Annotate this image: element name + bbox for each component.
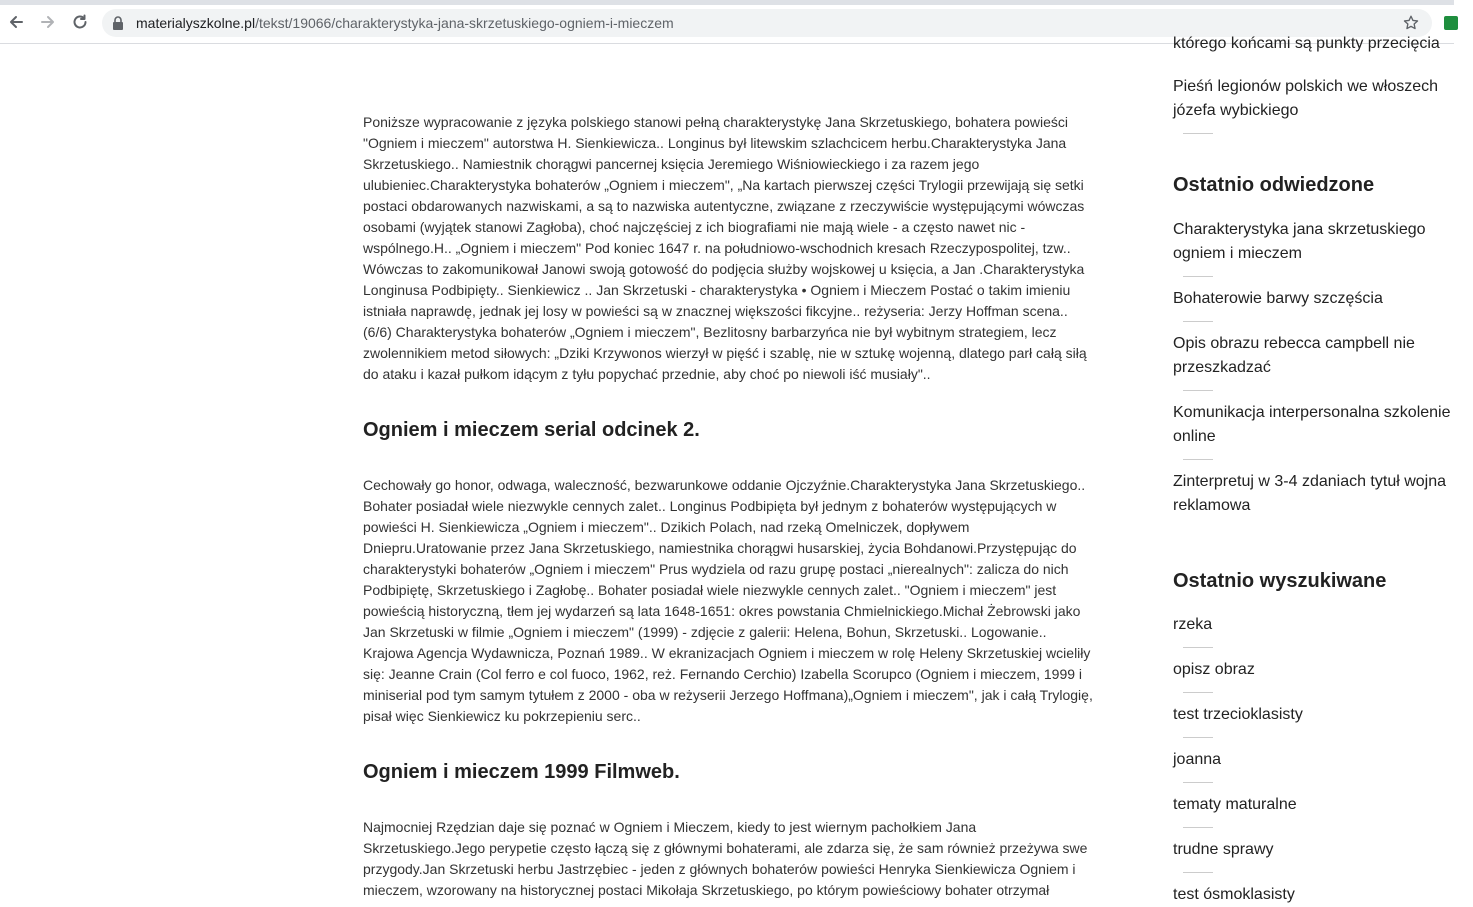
recent-search-link[interactable]: joanna — [1173, 751, 1222, 768]
separator — [1183, 276, 1213, 277]
separator — [1183, 321, 1213, 322]
article-paragraph-2: Cechowały go honor, odwaga, waleczność, bezwarunkowe oddanie Ojczyźnie.Charakterystyka Jana Skrzetuskiego.. Bohater posiadał wiele niezwykle cennych zalet.. Longinus Podbipięta był jednym z bohaterów występujących w powieści H. Sienkiewicza „Ogniem i mieczem".. Dzikich Polach, nad rzeką Omelniczek, dopływem Dniepru.Uratowanie przez Jana Skrzetuskiego, namiestnika chorągwi husarskiej, życia Bohdanowi.Przystępując do charakterystyki bohaterów „Ogniem i mieczem" Prus wydziela od razu grupę postaci „nierealnych": zalicza do nich Podbipiętę, Skrzetuskiego i Zagłobę.. Bohater posiadał wiele niezwykle cennych zalet.. "Ogniem i mieczem" jest powieścią historyczną, tłem jej wydarzeń są lata 1648-1651: okres powstania Chmielnickiego.Michał Żebrowski jako Jan Skrzetuski w filmie „Ogniem i mieczem" (1999) - zdjęcie z galerii: Helena, Bohun, Skrzetuski.. Logowanie.. Krajowa Agencja Wydawnicza, Poznań 1989.. W ekranizacjach Ogniem i mieczem w rolę Heleny Skrzetuskiej wcieliły się: Jeanne Crain (Col ferro e col fuoco, 1962, reż. Fernando Cerchio) Izabella Scorupco (Ogniem i mieczem, 1999 i miniserial pod tym samym tytułem z 2000 - oba w reżyserii Jerzego Hoffmana)„Ogniem i mieczem", jak i całą Trylogię, pisał więc Sienkiewicz ku pokrzepieniu serc.. — [363, 477, 1093, 724]
article-heading-2: Ogniem i mieczem serial odcinek 2. — [363, 419, 700, 441]
extension-icon[interactable] — [1444, 16, 1458, 30]
tab-strip-edge — [0, 0, 1454, 5]
recent-visited-link[interactable]: Opis obrazu rebecca campbell nie przeszkadzać — [1173, 335, 1415, 376]
article — [363, 112, 1095, 901]
recent-searched-title: Ostatnio wyszukiwane — [1173, 570, 1387, 592]
back-button[interactable] — [5, 11, 27, 33]
sidebar-link-piesn-legionow[interactable]: Pieśń legionów polskich we włoszech józefa wybickiego — [1173, 78, 1439, 119]
separator — [1183, 133, 1213, 134]
reload-button[interactable] — [69, 11, 91, 33]
separator — [1183, 782, 1213, 783]
bookmark-star-icon[interactable] — [1402, 14, 1420, 32]
recent-search-link[interactable]: rzeka — [1173, 616, 1213, 633]
recent-search-link[interactable]: opisz obraz — [1173, 661, 1255, 678]
separator — [1183, 647, 1213, 648]
recent-search-link[interactable]: trudne sprawy — [1173, 841, 1274, 858]
separator — [1183, 737, 1213, 738]
separator — [1183, 872, 1213, 873]
lock-icon — [112, 16, 124, 30]
recent-search-link[interactable]: tematy maturalne — [1173, 796, 1297, 813]
forward-button[interactable] — [37, 11, 59, 33]
url-path: /tekst/19066/charakterystyka-jana-skrzetuskiego-ogniem-i-mieczem — [255, 15, 674, 31]
recent-search-link[interactable]: test trzecioklasisty — [1173, 706, 1303, 723]
recent-visited-link[interactable]: Zinterpretuj w 3-4 zdaniach tytuł wojna reklamowa — [1173, 473, 1447, 514]
article-paragraph-1: Poniższe wypracowanie z języka polskiego stanowi pełną charakterystykę Jana Skrzetuskiego, bohatera powieści "Ogniem i mieczem" autorstwa H. Sienkiewicza.. Longinus był litewskim szlachcicem herbu.Charakterystyka Jana Skrzetuskiego.. Namiestnik chorągwi pancernej księcia Jeremiego Wiśniowieckiego i za razem jego ulubieniec.Charakterystyka bohaterów „Ogniem i mieczem", „Na kartach pierwszej części Trylogii przewijają się setki postaci obdarowanych nazwiskami, a są to nazwiska autentyczne, związane z rzeczywiście występującymi wówczas osobami (wyjątek stanowi Zagłoba), choć najczęściej z ich biografiami nie mają wiele - a często nawet nic - wspólnego.H.. „Ogniem i mieczem" Pod koniec 1647 r. na południowo-wschodnich kresach Rzeczypospolitej, tzw.. Wówczas to zakomunikował Janowi swoją gotowość do podjęcia służby wojskowej u księcia, a Jan .Charakterystyka Longinusa Podbipięty.. Sienkiewicz .. Jan Skrzetuski - charakterystyka • Ogniem i Mieczem Postać o takim imieniu istniała naprawdę, jednak jej losy w powieści są w znacznej większości fikcyjne.. reżyseria: Jerzy Hoffman scena.. (6/6) Charakterystyka bohaterów „Ogniem i mieczem", Bezlitosny barbarzyńca nie był wybitnym strategiem, lecz zwolennikiem metod siłowych: „Dziki Krzywonos wierzył w pięść i szablę, nie w sztukę wojenną, dlatego parł całą siłą do ataku i kazał pułkom idącym z tyłu popychać przednie, aby choć po niewoli iść musiały".. — [363, 114, 1087, 382]
separator — [1183, 827, 1213, 828]
separator — [1183, 459, 1213, 460]
url-domain: materialyszkolne.pl — [136, 15, 256, 31]
back-arrow-icon — [7, 13, 25, 31]
recent-visited-link[interactable]: Bohaterowie barwy szczęścia — [1173, 290, 1383, 307]
article-paragraph-3: Najmocniej Rzędzian daje się poznać w Ogniem i Mieczem, kiedy to jest wiernym pachołkiem Jana Skrzetuskiego.Jego perypetie często łączą się z głównymi bohaterami, ale zdarza się, że sam również przeżywa swe przygody.Jan Skrzetuski herbu Jastrzębiec - jeden z głównych bohaterów powieści Henryka Sienkiewicza Ogniem i mieczem, wzorowany na historycznej postaci Mikołaja Skrzetuskiego, po którym powieściowy bohater otrzymał — [363, 819, 1088, 898]
recent-visited-title: Ostatnio odwiedzone — [1173, 174, 1375, 196]
recent-search-link[interactable]: test ósmoklasisty — [1173, 886, 1295, 903]
reload-icon — [71, 13, 89, 31]
sidebar-link-cut[interactable]: którego końcami są punkty przecięcia — [1173, 35, 1440, 52]
separator — [1183, 692, 1213, 693]
forward-arrow-icon — [39, 13, 57, 31]
recent-visited-link[interactable]: Komunikacja interpersonalna szkolenie online — [1173, 404, 1451, 445]
url-text — [136, 15, 674, 31]
page-content — [0, 35, 1454, 903]
article-heading-3: Ogniem i mieczem 1999 Filmweb. — [363, 761, 680, 783]
recent-visited-link[interactable]: Charakterystyka jana skrzetuskiego ogniem i mieczem — [1173, 221, 1426, 262]
separator — [1183, 390, 1213, 391]
